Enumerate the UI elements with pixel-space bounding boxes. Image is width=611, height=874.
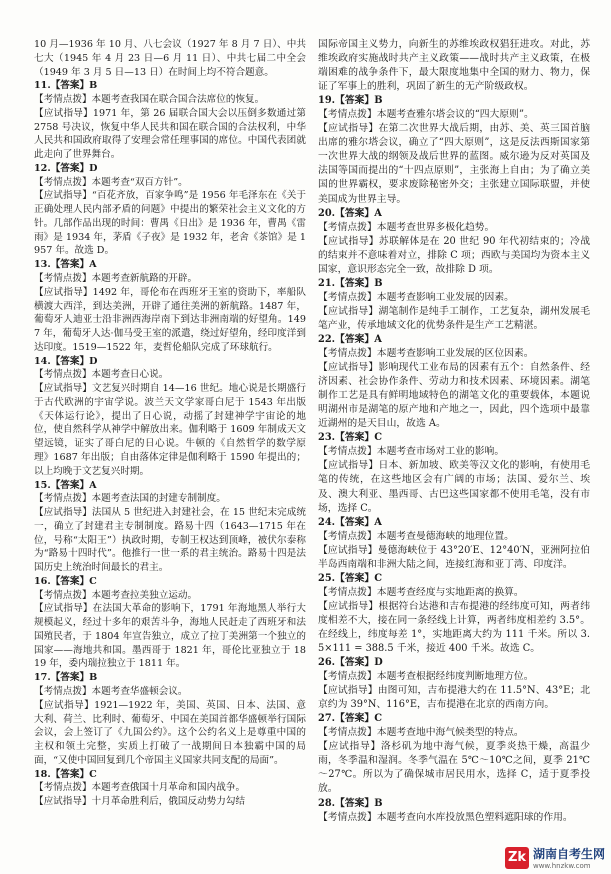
site-logo-icon: Zk <box>505 847 529 869</box>
answer-line: 19.【答案】B <box>318 95 383 107</box>
answer-line: 17.【答案】B <box>34 672 98 684</box>
answer-line: 25.【答案】C <box>318 572 383 584</box>
paragraph: 【应试指导】1492 年，哥伦布在西班牙王室的资助下，率船队横渡大西洋，到达美洲，开辟了通往美洲的新航路。1487 年，葡萄牙人迪亚士沿非洲西海岸南下到达非洲南端的好望角。1497 年，葡萄牙人达·伽马受王室的派遣，绕过好望角，经印度洋到达印度。1519—1522 年，麦哲伦船队完成了环球航行。 <box>34 286 306 353</box>
answer-line: 15.【答案】A <box>34 479 97 491</box>
paragraph: 【考情点拨】本题考查法国的封建专制制度。 <box>34 493 226 505</box>
paragraph: 【考情点拨】本题考查经度与实地距离的换算。 <box>318 586 524 598</box>
paragraph: 【考情点拨】本题考查地中海气候类型的特点。 <box>318 727 524 739</box>
paragraph: 【考情点拨】本题考查雅尔塔会议的“四大原则”。 <box>318 109 534 121</box>
paragraph: 【应试指导】洛杉矶为地中海气候，夏季炎热干燥，高温少雨，冬季温和湿润。冬季气温在 5℃～10℃之间，夏季 21℃～27℃。所以为了确保城市居民用水，选择 C，适于夏季投放。 <box>318 741 590 795</box>
paragraph: 【应试指导】由图可知，吉布提港大约在 11.5°N、43°E；北京约为 39°N、116°E，吉布提港在北京的西南方向。 <box>318 685 590 711</box>
right-column <box>318 38 590 825</box>
paragraph: 【考情点拨】本题考查根据经纬度判断地理方位。 <box>318 671 534 683</box>
paragraph: 【应试指导】苏联解体是在 20 世纪 90 年代初结束的；冷战的结束并不意味着对立，排除 C 项；西欧与美国均为资本主义国家，意识形态完全一致，故排除 D 项。 <box>318 235 590 275</box>
answer-line: 11.【答案】B <box>34 80 98 92</box>
answer-line: 27.【答案】C <box>318 713 383 725</box>
paragraph: 【应试指导】曼德海峡位于 43°20′E、12°40′N，亚洲阿拉伯半岛西南端和非洲大陆之间，连接红海和亚丁湾、印度洋。 <box>318 544 590 570</box>
paragraph: 【应试指导】法国从 5 世纪进入封建社会，在 15 世纪末完成统一，确立了封建君主专制制度。路易十四（1643—1715 年在位，号称“太阳王”）执政时期，专制王权达到顶峰，被伏尔泰称为“路易十四时代”。他推行一世一系的君主统治。路易十四是法国历史上统治时间最长的君主。 <box>34 507 306 574</box>
paragraph: 【应试指导】影响现代工业布局的因素有五个：自然条件、经济因素、社会协作条件、劳动力和技术因素、环境因素。湖笔制作工艺是具有鲜明地域特色的湖笔文化的重要载体，本题说明湖州市是湖笔的原产地和产地之一，因此，四个选项中最靠近湖州的是天目山，故选 A。 <box>318 362 590 430</box>
paragraph: 【考情点拨】本题考查影响工业发展的因素。 <box>318 291 514 303</box>
site-name: 湖南自考生网 <box>532 847 605 861</box>
paragraph: 【应试指导】1921—1922 年，美国、英国、日本、法国、意大利、荷兰、比利时、葡萄牙、中国在美国首都华盛顿举行国际会议，会上签订了《九国公约》。这个公约名义上是尊重中国的主权和领土完整，实质上打破了一战期间日本独霸中国的局面，“又使中国回复到几个帝国主义国家共同支配的局面”。 <box>34 699 306 766</box>
answer-line: 21.【答案】B <box>318 277 383 289</box>
paragraph: 【考情点拨】本题考查拉美独立运动。 <box>34 589 198 601</box>
paragraph: 国际帝国主义势力，向新生的苏维埃政权猖狂进攻。对此，苏维埃政府实施战时共产主义政策——战时共产主义政策，在极端困难的战争条件下，最大限度地集中全国的财力、物力，保证了军事上的胜利，巩固了新生的无产阶级政权。 <box>318 39 590 93</box>
site-watermark <box>505 845 605 870</box>
paragraph: 【考情点拨】本题考查华盛顿会议。 <box>34 685 188 697</box>
answer-line: 20.【答案】A <box>318 207 382 219</box>
paragraph: 【应试指导】文艺复兴时期自 14—16 世纪。地心说是长期盛行于古代欧洲的宇宙学说。波兰天文学家哥白尼于 1543 年出版《天体运行论》，提出了日心说，动摇了封建神学宇宙论的地位，使自然科学从神学中解放出来。伽利略于 1609 年制成天文望远镜，证实了哥白尼的日心说。牛顿的《自然哲学的数学原理》1687 年出版；自由落体定律是伽利略于 1590 年提出的；以上均晚于文艺复兴时期。 <box>34 383 306 477</box>
paragraph: 【考情点拨】本题考查日心说。 <box>34 369 169 381</box>
paragraph: 【考情点拨】本题考查曼德海峡的地理位置。 <box>318 530 514 542</box>
paragraph: 【考情点拨】本题考查影响工业发展的区位因素。 <box>318 348 534 360</box>
paragraph: 【应试指导】在法国大革命的影响下，1791 年海地黑人举行大规模起义，经过十多年的艰苦斗争，海地人民赶走了西班牙和法国殖民者，于 1804 年宣告独立，成立了拉丁美洲第一个独立的国家——海地共和国。墨西哥于 1821 年，哥伦比亚独立于 1819 年，委内瑞拉独立于 1811 年。 <box>34 603 306 670</box>
answer-line: 13.【答案】A <box>34 259 97 271</box>
answer-line: 12.【答案】D <box>34 162 98 174</box>
answer-line: 28.【答案】B <box>318 797 383 809</box>
paragraph: 【考情点拨】本题考查俄国十月革命和国内战争。 <box>34 782 246 794</box>
paragraph: 【应试指导】日本、新加坡、欧美等汉文化的影响，有使用毛笔的传统，在这些地区会有广阔的市场；法国、爱尔兰、埃及、澳大利亚、墨西哥、古巴这些国家都不使用毛笔，没有市场，选择 C。 <box>318 460 590 514</box>
answer-line: 18.【答案】C <box>34 768 97 780</box>
paragraph: 10 月—1936 年 10 月、八七会议（1927 年 8 月 7 日）、中共七大（1945 年 4 月 23 日—6 月 11 日）、中共七届二中全会（1949 年 3 月 5 日—13 日）在时间上均不符合题意。 <box>34 39 306 78</box>
paragraph: 【应试指导】在第二次世界大战后期，由苏、美、英三国首脑出席的雅尔塔会议，确立了“四大原则”，这是反法西斯国家第一次世界大战的纲领及战后世界的蓝图。威尔逊为反对英国及法国等国而提出的“十四点原则”，主张海上自由；为了确立美国的世界霸权，要求废除秘密外交；主张建立国际联盟，并使美国成为世界主导。 <box>318 123 590 205</box>
paragraph: 【应试指导】“百花齐放，百家争鸣”是 1956 年毛泽东在《关于正确处理人民内部矛盾的问题》中提出的繁荣社会主义文化的方针。几部作品出现的时间：曹禺《日出》是 1936 年，曹禺《雷雨》是 1934 年，茅盾《子夜》是 1932 年，老舍《茶馆》是 1957 年。故选 D。 <box>34 190 306 257</box>
answer-line: 24.【答案】A <box>318 516 382 528</box>
answer-line: 26.【答案】D <box>318 657 383 669</box>
paragraph: 【考情点拨】本题考查新航路的开辟。 <box>34 273 198 285</box>
paragraph: 【应试指导】1971 年，第 26 届联合国大会以压倒多数通过第 2758 号决议，恢复中华人民共和国在联合国的合法权利，中华人民共和国政府取得了安理会常任理事国的席位。中国代表团就此走向了世界舞台。 <box>34 107 306 161</box>
paragraph: 【应试指导】十月革命胜利后，俄国反动势力勾结 <box>34 796 246 808</box>
paragraph: 【考情点拨】本题考查向水库投放黑色塑料遮阳球的作用。 <box>318 811 573 823</box>
paragraph: 【考情点拨】本题考查市场对工业的影响。 <box>318 446 505 458</box>
answer-line: 14.【答案】D <box>34 355 98 367</box>
left-column <box>34 38 306 809</box>
paragraph: 【考情点拨】本题考查世界多极化趋势。 <box>318 221 495 233</box>
paragraph: 【考情点拨】本题考查“双百方针”。 <box>34 176 188 188</box>
answer-line: 16.【答案】C <box>34 575 97 587</box>
answer-line: 22.【答案】A <box>318 333 382 345</box>
paragraph: 【应试指导】湖笔制作是纯手工制作，工艺复杂，湖州发展毛笔产业，传承地域文化的优势条件是生产工艺精湛。 <box>318 305 590 331</box>
site-url: www.hnzkw.com <box>532 862 591 870</box>
answer-line: 23.【答案】C <box>318 432 383 444</box>
paragraph: 【应试指导】根据符台达港和吉布提港的经纬度可知，两者纬度相差不大，接在同一条经线上计算，两者纬度相差约 3.5°。在经线上，纬度每差 1°，实地距离大约为 111 千米。所以 3.5×111 = 388.5 千米，接近 400 千米。故选 C。 <box>318 600 590 655</box>
paragraph: 【考情点拨】本题考查我国在联合国合法席位的恢复。 <box>34 94 265 106</box>
